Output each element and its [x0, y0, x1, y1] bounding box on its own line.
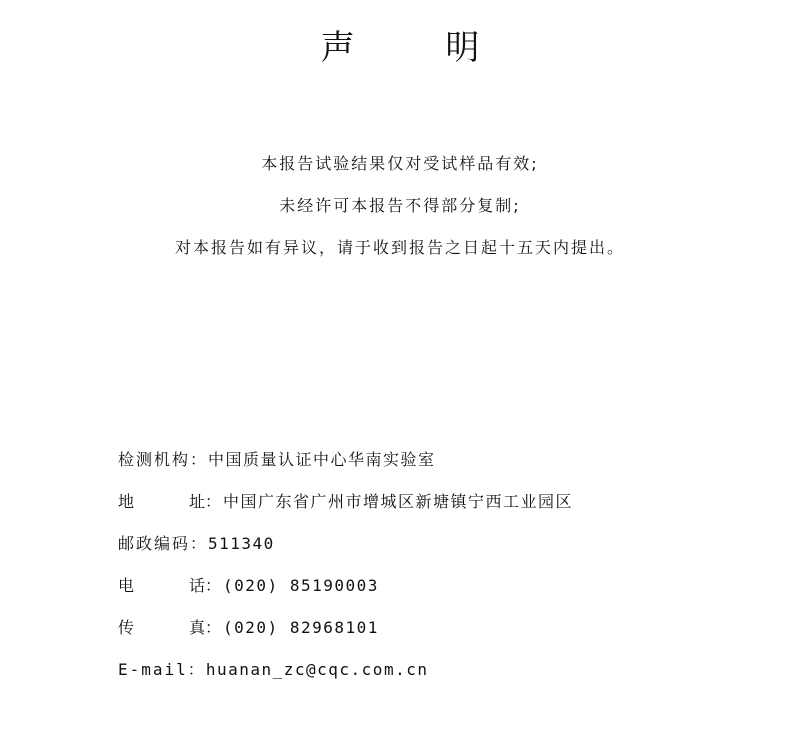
email-row	[118, 656, 778, 698]
statement-list	[0, 150, 800, 276]
phone-value: (020) 85190003	[223, 576, 379, 595]
statement-copy-restriction: 未经许可本报告不得部分复制;	[279, 196, 521, 215]
contact-info	[118, 446, 778, 698]
fax-value: (020) 82968101	[223, 618, 379, 637]
address-label: 地址	[118, 492, 205, 511]
document-title: 声 明	[320, 28, 520, 68]
phone-row	[118, 572, 778, 614]
postcode-value: 511340	[208, 534, 275, 553]
phone-label: 电话	[118, 576, 205, 595]
postcode-row	[118, 530, 778, 572]
fax-colon: ：	[205, 618, 224, 637]
lab-label: 检测机构：	[118, 450, 209, 469]
statement-objection-period: 对本报告如有异议，请于收到报告之日起十五天内提出。	[174, 238, 625, 257]
postcode-label: 邮政编码：	[118, 534, 209, 553]
phone-colon: ：	[205, 576, 224, 595]
address-value: 中国广东省广州市增城区新塘镇宁西工业园区	[223, 492, 574, 511]
statement-validity: 本报告试验结果仅对受试样品有效;	[261, 154, 539, 173]
email-value: huanan_zc@cqc.com.cn	[205, 660, 429, 679]
lab-row	[118, 446, 778, 488]
fax-row	[118, 614, 778, 656]
lab-value: 中国质量认证中心华南实验室	[208, 450, 436, 469]
address-row	[118, 488, 778, 530]
email-label: E-mail：	[118, 660, 206, 679]
address-colon: ：	[205, 492, 224, 511]
fax-label: 传真	[118, 618, 205, 637]
